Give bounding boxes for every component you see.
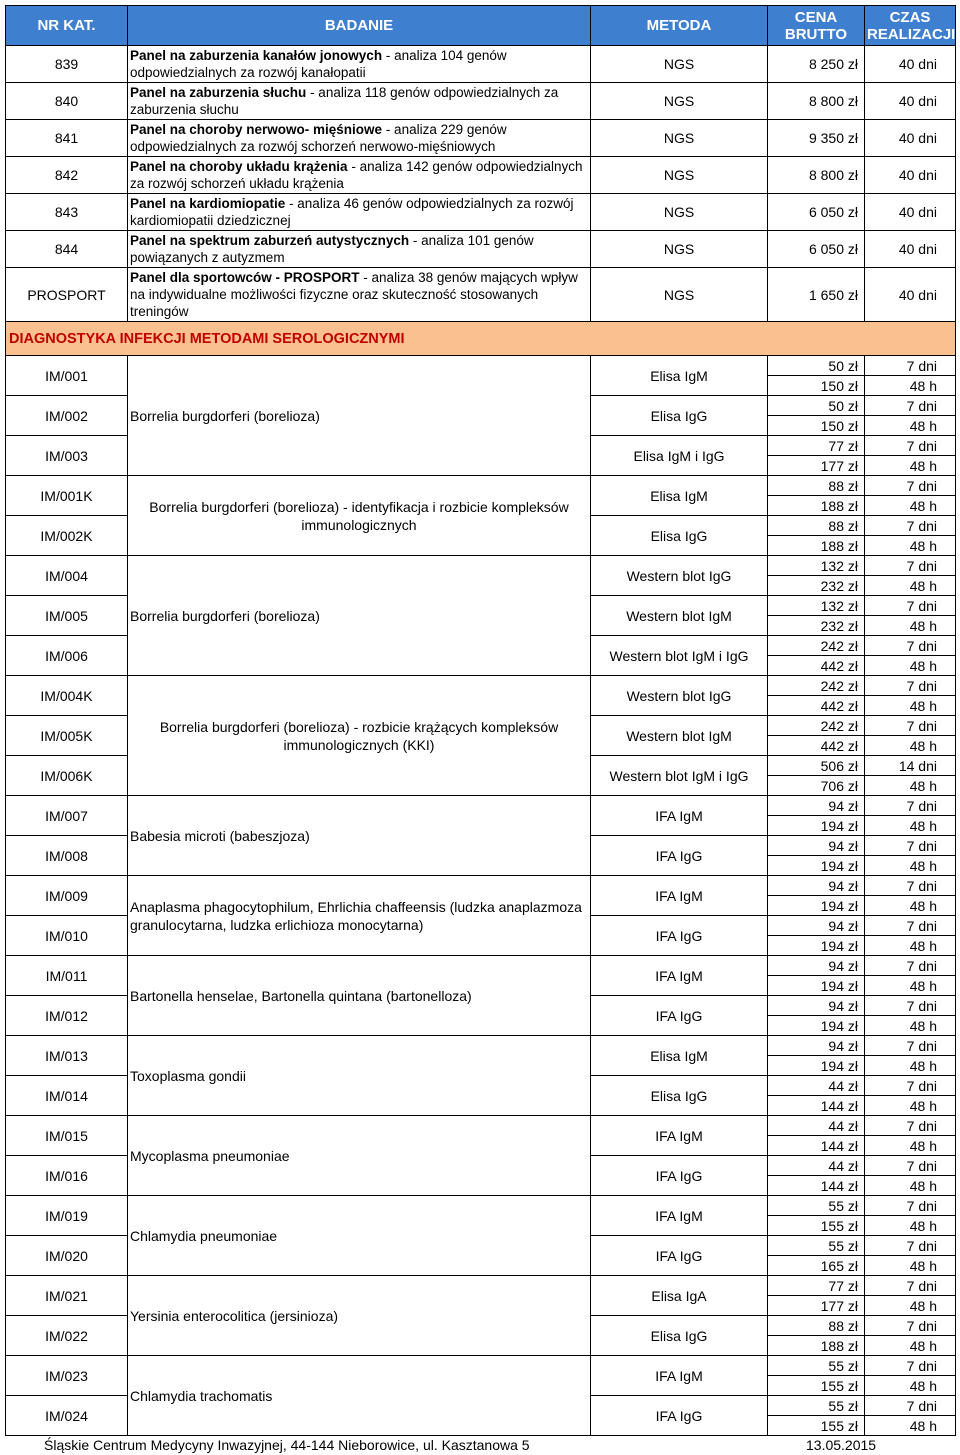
- test-code: IM/013: [6, 1036, 128, 1076]
- panel-time: 40 dni: [865, 231, 956, 268]
- test-price: 144 zł: [768, 1136, 865, 1156]
- test-time: 7 dni: [865, 956, 956, 976]
- panel-title: Panel na spektrum zaburzeń autystycznych: [130, 233, 410, 248]
- panel-detail: - analiza 46 genów odpowiedzialnych za rozwój kardiomiopatii dziedzicznej: [130, 196, 574, 228]
- test-price: 232 zł: [768, 576, 865, 596]
- test-price: 55 zł: [768, 1196, 865, 1216]
- test-time: 48 h: [865, 496, 956, 516]
- panel-row: [6, 120, 956, 157]
- footer-date: 13.05.2015: [806, 1437, 877, 1453]
- test-time: 48 h: [865, 816, 956, 836]
- test-time: 48 h: [865, 456, 956, 476]
- test-description: Borrelia burgdorferi (borelioza): [128, 356, 591, 476]
- test-price: 242 zł: [768, 636, 865, 656]
- panel-code: 841: [6, 120, 128, 157]
- panel-detail: - analiza 38 genów mających wpływ na indywidualne możliwości fizyczne oraz skuteczność stosowanych treningów: [130, 270, 578, 319]
- panel-row: [6, 46, 956, 83]
- test-price: 44 zł: [768, 1156, 865, 1176]
- panel-method: NGS: [591, 231, 768, 268]
- test-time: 48 h: [865, 616, 956, 636]
- panel-price: 1 650 zł: [768, 268, 865, 322]
- panel-detail: - analiza 118 genów odpowiedzialnych za zaburzenia słuchu: [130, 85, 559, 117]
- test-code: IM/023: [6, 1356, 128, 1396]
- test-description: Borrelia burgdorferi (borelioza) - identyfikacja i rozbicie kompleksów immunologicznych: [128, 476, 591, 556]
- panel-price: 6 050 zł: [768, 194, 865, 231]
- section-title: DIAGNOSTYKA INFEKCJI METODAMI SEROLOGICZNYMI: [6, 322, 956, 356]
- test-method: IFA IgM: [591, 1116, 768, 1156]
- test-time: 7 dni: [865, 1396, 956, 1416]
- test-method: Elisa IgM: [591, 1036, 768, 1076]
- test-time: 7 dni: [865, 356, 956, 376]
- panel-time: 40 dni: [865, 194, 956, 231]
- header-badanie: BADANIE: [128, 6, 591, 46]
- test-code: IM/011: [6, 956, 128, 996]
- test-method: IFA IgM: [591, 956, 768, 996]
- test-time: 7 dni: [865, 1036, 956, 1056]
- test-time: 48 h: [865, 1216, 956, 1236]
- test-price: 55 zł: [768, 1396, 865, 1416]
- test-method: Western blot IgM i IgG: [591, 756, 768, 796]
- test-price: 194 zł: [768, 976, 865, 996]
- test-method: IFA IgG: [591, 1396, 768, 1436]
- panel-detail: - analiza 101 genów powiązanych z autyzmem: [130, 233, 534, 265]
- test-code: IM/005K: [6, 716, 128, 756]
- test-method: Elisa IgG: [591, 396, 768, 436]
- price-table: [5, 5, 956, 1436]
- test-code: IM/009: [6, 876, 128, 916]
- test-time: 48 h: [865, 936, 956, 956]
- serology-row: [6, 1116, 956, 1136]
- test-time: 7 dni: [865, 1276, 956, 1296]
- test-price: 442 zł: [768, 656, 865, 676]
- panel-price: 8 250 zł: [768, 46, 865, 83]
- panel-description: [128, 157, 591, 194]
- test-time: 48 h: [865, 1416, 956, 1436]
- test-code: IM/003: [6, 436, 128, 476]
- test-method: Elisa IgA: [591, 1276, 768, 1316]
- test-price: 194 zł: [768, 936, 865, 956]
- test-method: IFA IgM: [591, 876, 768, 916]
- test-time: 48 h: [865, 1256, 956, 1276]
- test-time: 48 h: [865, 896, 956, 916]
- test-method: Western blot IgM i IgG: [591, 636, 768, 676]
- test-price: 50 zł: [768, 356, 865, 376]
- test-time: 7 dni: [865, 876, 956, 896]
- test-time: 7 dni: [865, 1156, 956, 1176]
- test-code: IM/007: [6, 796, 128, 836]
- test-code: IM/014: [6, 1076, 128, 1116]
- panel-time: 40 dni: [865, 120, 956, 157]
- test-price: 55 zł: [768, 1356, 865, 1376]
- test-code: IM/016: [6, 1156, 128, 1196]
- test-price: 242 zł: [768, 676, 865, 696]
- serology-row: [6, 956, 956, 976]
- test-time: 48 h: [865, 536, 956, 556]
- test-description: Toxoplasma gondii: [128, 1036, 591, 1116]
- test-time: 48 h: [865, 856, 956, 876]
- test-time: 7 dni: [865, 1116, 956, 1136]
- test-price: 506 zł: [768, 756, 865, 776]
- test-price: 50 zł: [768, 396, 865, 416]
- panel-price: 8 800 zł: [768, 83, 865, 120]
- test-description: Bartonella henselae, Bartonella quintana (bartonelloza): [128, 956, 591, 1036]
- panel-title: Panel na choroby nerwowo- mięśniowe: [130, 122, 383, 137]
- test-method: Elisa IgM: [591, 476, 768, 516]
- test-price: 55 zł: [768, 1236, 865, 1256]
- panel-method: NGS: [591, 120, 768, 157]
- test-time: 48 h: [865, 1016, 956, 1036]
- test-time: 48 h: [865, 1336, 956, 1356]
- test-time: 48 h: [865, 1296, 956, 1316]
- test-code: IM/002: [6, 396, 128, 436]
- test-price: 194 zł: [768, 856, 865, 876]
- serology-row: [6, 1196, 956, 1216]
- header-czas: CZAS REALIZACJI: [865, 6, 956, 46]
- test-code: IM/004K: [6, 676, 128, 716]
- panel-code: 839: [6, 46, 128, 83]
- panel-rows: [6, 46, 956, 322]
- panel-row: [6, 231, 956, 268]
- test-price: 706 zł: [768, 776, 865, 796]
- panel-row: [6, 83, 956, 120]
- test-code: IM/021: [6, 1276, 128, 1316]
- panel-title: Panel na zaburzenia słuchu: [130, 85, 307, 100]
- test-description: Mycoplasma pneumoniae: [128, 1116, 591, 1196]
- panel-method: NGS: [591, 194, 768, 231]
- serology-row: [6, 1036, 956, 1056]
- test-code: IM/022: [6, 1316, 128, 1356]
- test-price: 194 zł: [768, 816, 865, 836]
- panel-code: 843: [6, 194, 128, 231]
- test-code: IM/015: [6, 1116, 128, 1156]
- header-cena: CENA BRUTTO: [768, 6, 865, 46]
- test-time: 7 dni: [865, 596, 956, 616]
- test-time: 48 h: [865, 776, 956, 796]
- header-metoda: METODA: [591, 6, 768, 46]
- serology-row: [6, 796, 956, 816]
- test-time: 7 dni: [865, 476, 956, 496]
- serology-row: [6, 556, 956, 576]
- panel-detail: - analiza 142 genów odpowiedzialnych za rozwój schorzeń układu krążenia: [130, 159, 583, 191]
- test-price: 94 zł: [768, 956, 865, 976]
- test-method: IFA IgG: [591, 1236, 768, 1276]
- test-price: 94 zł: [768, 1036, 865, 1056]
- test-time: 7 dni: [865, 796, 956, 816]
- test-time: 14 dni: [865, 756, 956, 776]
- test-code: IM/012: [6, 996, 128, 1036]
- panel-row: [6, 157, 956, 194]
- test-price: 88 zł: [768, 1316, 865, 1336]
- test-price: 155 zł: [768, 1416, 865, 1436]
- panel-description: [128, 194, 591, 231]
- test-description: Borrelia burgdorferi (borelioza): [128, 556, 591, 676]
- test-time: 7 dni: [865, 1196, 956, 1216]
- test-time: 48 h: [865, 696, 956, 716]
- footer-address: Śląskie Centrum Medycyny Inwazyjnej, 44-144 Nieborowice, ul. Kasztanowa 5: [44, 1437, 530, 1453]
- panel-time: 40 dni: [865, 268, 956, 322]
- test-price: 150 zł: [768, 376, 865, 396]
- test-method: IFA IgM: [591, 1196, 768, 1236]
- panel-method: NGS: [591, 268, 768, 322]
- test-price: 132 zł: [768, 556, 865, 576]
- test-time: 7 dni: [865, 1356, 956, 1376]
- test-time: 48 h: [865, 656, 956, 676]
- test-price: 44 zł: [768, 1116, 865, 1136]
- serology-row: [6, 476, 956, 496]
- test-method: Elisa IgM: [591, 356, 768, 396]
- panel-code: PROSPORT: [6, 268, 128, 322]
- test-price: 132 zł: [768, 596, 865, 616]
- panel-title: Panel na kardiomiopatie: [130, 196, 286, 211]
- test-price: 77 zł: [768, 1276, 865, 1296]
- test-description: Yersinia enterocolitica (jersinioza): [128, 1276, 591, 1356]
- test-price: 242 zł: [768, 716, 865, 736]
- panel-detail: - analiza 229 genów odpowiedzialnych za rozwój schorzeń nerwowo-mięśniowych: [130, 122, 507, 154]
- test-time: 7 dni: [865, 436, 956, 456]
- test-time: 48 h: [865, 976, 956, 996]
- test-description: Anaplasma phagocytophilum, Ehrlichia chaffeensis (ludzka anaplazmoza granulocytarna, ludzka erlichioza monocytarna): [128, 876, 591, 956]
- serology-row: [6, 356, 956, 376]
- header-nr: NR KAT.: [6, 6, 128, 46]
- test-price: 94 zł: [768, 996, 865, 1016]
- test-price: 88 zł: [768, 516, 865, 536]
- test-method: Western blot IgG: [591, 676, 768, 716]
- test-time: 48 h: [865, 1056, 956, 1076]
- test-code: IM/006: [6, 636, 128, 676]
- panel-price: 6 050 zł: [768, 231, 865, 268]
- panel-time: 40 dni: [865, 83, 956, 120]
- panel-code: 844: [6, 231, 128, 268]
- test-price: 177 zł: [768, 1296, 865, 1316]
- test-method: Western blot IgG: [591, 556, 768, 596]
- table-header: [6, 6, 956, 46]
- panel-title: Panel dla sportowców - PROSPORT: [130, 270, 360, 285]
- test-code: IM/001: [6, 356, 128, 396]
- serology-rows: [6, 356, 956, 1436]
- panel-method: NGS: [591, 157, 768, 194]
- test-code: IM/005: [6, 596, 128, 636]
- test-price: 150 zł: [768, 416, 865, 436]
- panel-code: 842: [6, 157, 128, 194]
- serology-row: [6, 1356, 956, 1376]
- test-code: IM/004: [6, 556, 128, 596]
- test-code: IM/001K: [6, 476, 128, 516]
- test-code: IM/020: [6, 1236, 128, 1276]
- test-description: Chlamydia trachomatis: [128, 1356, 591, 1436]
- serology-row: [6, 1276, 956, 1296]
- test-method: Elisa IgG: [591, 1316, 768, 1356]
- test-price: 442 zł: [768, 736, 865, 756]
- test-price: 94 zł: [768, 876, 865, 896]
- panel-description: [128, 231, 591, 268]
- test-price: 155 zł: [768, 1376, 865, 1396]
- test-code: IM/019: [6, 1196, 128, 1236]
- test-time: 48 h: [865, 1136, 956, 1156]
- test-price: 194 zł: [768, 896, 865, 916]
- panel-method: NGS: [591, 46, 768, 83]
- test-method: Western blot IgM: [591, 596, 768, 636]
- panel-detail: - analiza 104 genów odpowiedzialnych za rozwój kanałopatii: [130, 48, 507, 80]
- test-time: 48 h: [865, 1376, 956, 1396]
- test-price: 188 zł: [768, 496, 865, 516]
- test-code: IM/006K: [6, 756, 128, 796]
- test-method: IFA IgG: [591, 836, 768, 876]
- panel-description: [128, 120, 591, 157]
- test-price: 77 zł: [768, 436, 865, 456]
- panel-time: 40 dni: [865, 46, 956, 83]
- test-method: Elisa IgG: [591, 516, 768, 556]
- test-time: 48 h: [865, 376, 956, 396]
- test-time: 7 dni: [865, 1236, 956, 1256]
- test-price: 177 zł: [768, 456, 865, 476]
- serology-section: [6, 322, 956, 356]
- panel-row: [6, 268, 956, 322]
- test-price: 144 zł: [768, 1096, 865, 1116]
- test-time: 7 dni: [865, 556, 956, 576]
- test-price: 194 zł: [768, 1016, 865, 1036]
- test-price: 188 zł: [768, 1336, 865, 1356]
- serology-row: [6, 876, 956, 896]
- test-time: 7 dni: [865, 996, 956, 1016]
- test-method: IFA IgG: [591, 1156, 768, 1196]
- test-method: IFA IgG: [591, 916, 768, 956]
- test-time: 48 h: [865, 576, 956, 596]
- serology-row: [6, 676, 956, 696]
- test-time: 7 dni: [865, 516, 956, 536]
- test-method: Western blot IgM: [591, 716, 768, 756]
- test-price: 165 zł: [768, 1256, 865, 1276]
- test-time: 7 dni: [865, 636, 956, 656]
- test-price: 442 zł: [768, 696, 865, 716]
- test-price: 155 zł: [768, 1216, 865, 1236]
- test-time: 7 dni: [865, 836, 956, 856]
- panel-row: [6, 194, 956, 231]
- test-price: 94 zł: [768, 916, 865, 936]
- panel-description: [128, 83, 591, 120]
- test-price: 94 zł: [768, 836, 865, 856]
- test-price: 232 zł: [768, 616, 865, 636]
- test-code: IM/008: [6, 836, 128, 876]
- test-price: 94 zł: [768, 796, 865, 816]
- test-method: Elisa IgG: [591, 1076, 768, 1116]
- test-method: IFA IgM: [591, 1356, 768, 1396]
- test-time: 7 dni: [865, 396, 956, 416]
- test-description: Chlamydia pneumoniae: [128, 1196, 591, 1276]
- test-description: Babesia microti (babeszjoza): [128, 796, 591, 876]
- test-time: 48 h: [865, 1176, 956, 1196]
- test-code: IM/010: [6, 916, 128, 956]
- test-method: Elisa IgM i IgG: [591, 436, 768, 476]
- panel-method: NGS: [591, 83, 768, 120]
- test-price: 188 zł: [768, 536, 865, 556]
- test-price: 88 zł: [768, 476, 865, 496]
- test-code: IM/024: [6, 1396, 128, 1436]
- test-time: 48 h: [865, 736, 956, 756]
- test-code: IM/002K: [6, 516, 128, 556]
- test-time: 7 dni: [865, 676, 956, 696]
- test-time: 7 dni: [865, 716, 956, 736]
- test-method: IFA IgG: [591, 996, 768, 1036]
- test-price: 144 zł: [768, 1176, 865, 1196]
- panel-code: 840: [6, 83, 128, 120]
- test-time: 48 h: [865, 1096, 956, 1116]
- test-method: IFA IgM: [591, 796, 768, 836]
- test-description: Borrelia burgdorferi (borelioza) - rozbicie krążących kompleksów immunologicznych (KKI): [128, 676, 591, 796]
- test-price: 44 zł: [768, 1076, 865, 1096]
- test-time: 7 dni: [865, 1076, 956, 1096]
- panel-description: [128, 268, 591, 322]
- test-price: 194 zł: [768, 1056, 865, 1076]
- test-time: 48 h: [865, 416, 956, 436]
- panel-price: 9 350 zł: [768, 120, 865, 157]
- test-time: 7 dni: [865, 916, 956, 936]
- test-time: 7 dni: [865, 1316, 956, 1336]
- panel-time: 40 dni: [865, 157, 956, 194]
- panel-title: Panel na zaburzenia kanałów jonowych: [130, 48, 383, 63]
- panel-price: 8 800 zł: [768, 157, 865, 194]
- panel-title: Panel na choroby układu krążenia: [130, 159, 348, 174]
- panel-description: [128, 46, 591, 83]
